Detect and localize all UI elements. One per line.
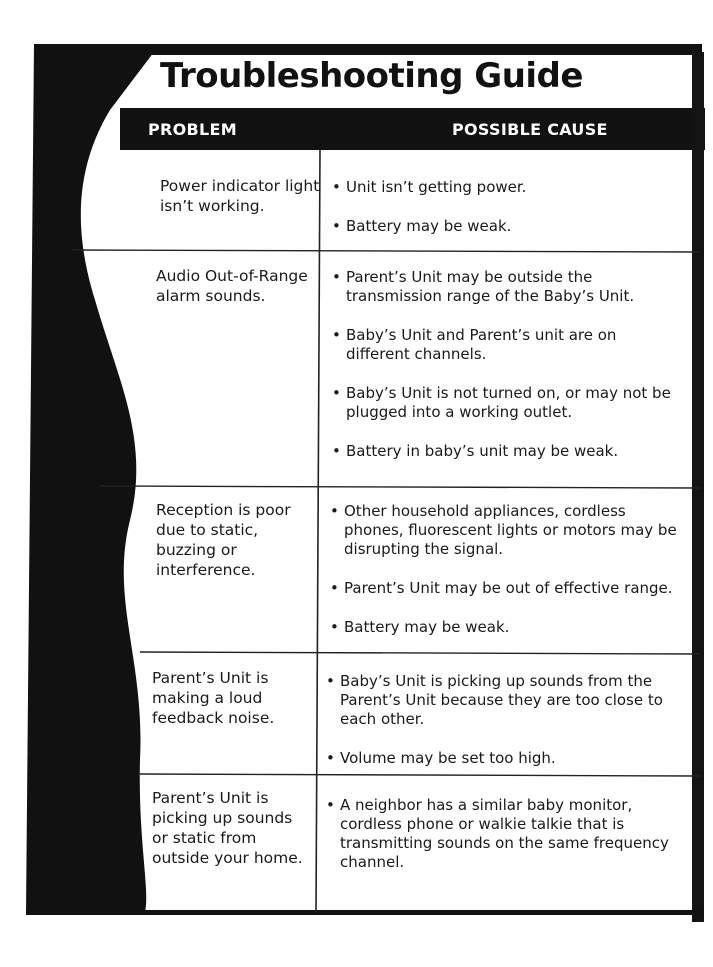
cause-item: • Other household appliances, cordless phones, fluorescent lights or motors may be disrupting the signal.	[330, 502, 686, 559]
column-header-problem: PROBLEM	[148, 120, 237, 139]
row-divider-1	[72, 250, 700, 252]
left-border-band	[26, 44, 160, 912]
cause-item: • Baby’s Unit and Parent’s unit are on different channels.	[332, 326, 684, 364]
problem-text: Audio Out-of-Range alarm sounds.	[156, 267, 308, 305]
row-divider-3	[140, 652, 700, 654]
problem-text: Power indicator light isn’t working.	[160, 177, 320, 215]
cause-list	[332, 178, 682, 236]
problem-text: Parent’s Unit is making a loud feedback noise.	[152, 669, 275, 727]
cause-item: • A neighbor has a similar baby monitor, cordless phone or walkie talkie that is transmitting sounds on the same frequency channel.	[326, 796, 688, 872]
bottom-border-line	[26, 910, 702, 915]
row-divider-2	[100, 486, 700, 488]
cause-item: • Unit isn’t getting power.	[332, 178, 682, 197]
cause-item: • Baby’s Unit is picking up sounds from the Parent’s Unit because they are too close to each other.	[326, 672, 688, 729]
cause-list	[330, 502, 686, 637]
page-title: Troubleshooting Guide	[160, 56, 583, 96]
row-divider-4	[138, 774, 700, 776]
cause-item: • Parent’s Unit may be outside the transmission range of the Baby’s Unit.	[332, 268, 684, 306]
cause-item: • Parent’s Unit may be out of effective range.	[330, 579, 686, 598]
problem-text: Reception is poor due to static, buzzing or interference.	[156, 501, 291, 579]
top-border-band	[34, 44, 702, 55]
cause-item: • Battery may be weak.	[330, 618, 686, 637]
cause-item: • Battery in baby’s unit may be weak.	[332, 442, 684, 461]
cause-list	[326, 672, 688, 768]
cause-list	[326, 796, 688, 872]
problem-text: Parent’s Unit is picking up sounds or static from outside your home.	[152, 789, 303, 867]
cause-item: • Baby’s Unit is not turned on, or may not be plugged into a working outlet.	[332, 384, 684, 422]
cause-item: • Volume may be set too high.	[326, 749, 688, 768]
cause-list	[332, 268, 684, 461]
column-divider	[316, 150, 320, 912]
column-header-cause: POSSIBLE CAUSE	[452, 120, 608, 139]
right-border-strip	[692, 52, 704, 922]
cause-item: • Battery may be weak.	[332, 217, 682, 236]
